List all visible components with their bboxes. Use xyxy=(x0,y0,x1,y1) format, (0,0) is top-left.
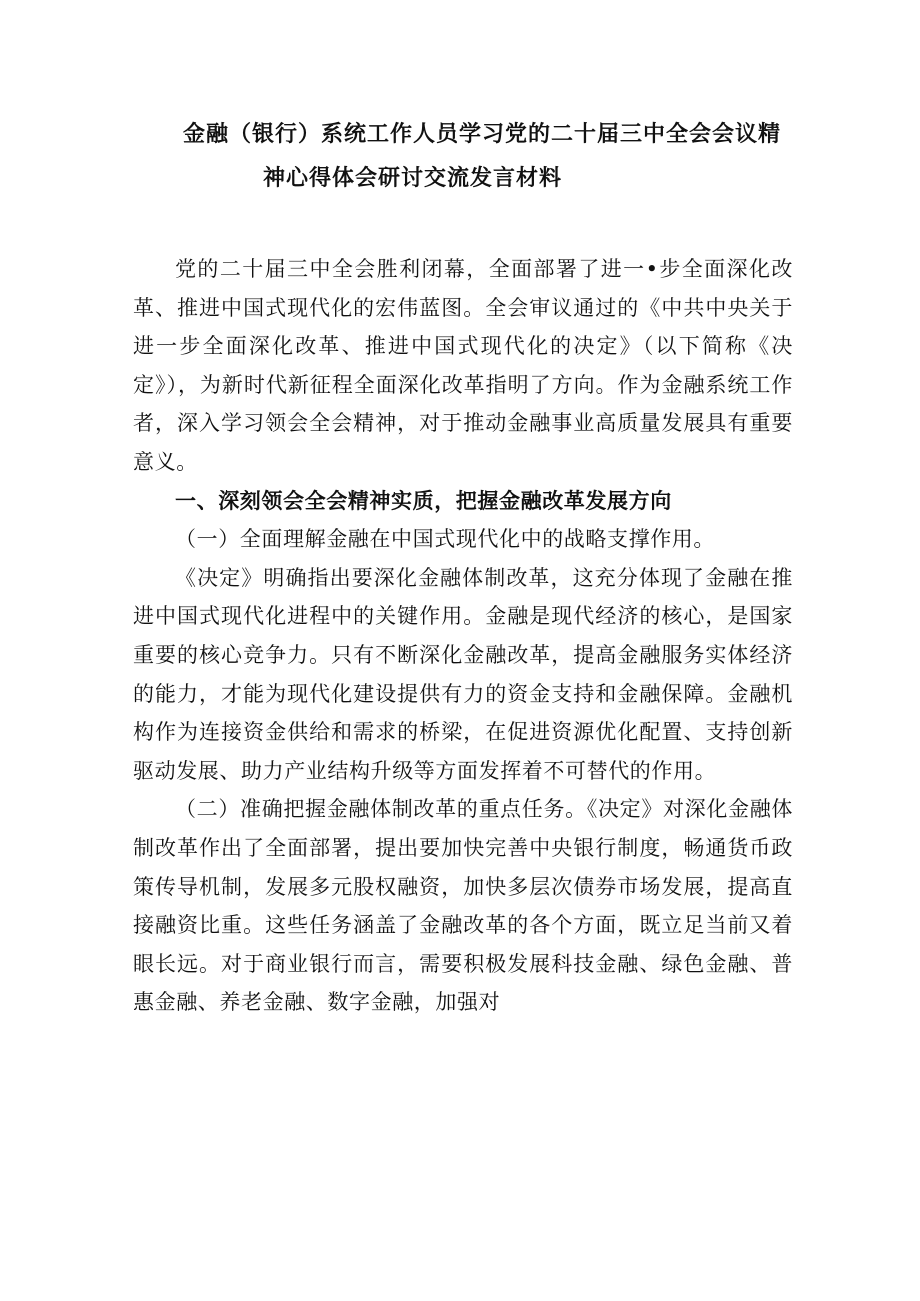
document-body xyxy=(133,250,793,1022)
document-title-line-1: 金融（银行）系统工作人员学习党的二十届三中全会会议精 xyxy=(183,122,782,147)
paragraph-1: 《决定》明确指出要深化金融体制改革，这充分体现了金融在推进中国式现代化进程中的关键作用。金融是现代经济的核心，是国家重要的核心竞争力。只有不断深化金融改革，提高金融服务实体经济的能力，才能为现代化建设提供有力的资金支持和金融保障。金融机构作为连接资金供给和需求的桥梁，在促进资源优化配置、支持创新驱动发展、助力产业结构升级等方面发挥着不可替代的作用。 xyxy=(133,565,793,783)
paragraph-2: （二）准确把握金融体制改革的重点任务。《决定》对深化金融体制改革作出了全面部署，提出要加快完善中央银行制度，畅通货币政策传导机制，发展多元股权融资，加快多层次债券市场发展，提高直接融资比重。这些任务涵盖了金融改革的各个方面，既立足当前又着眼长远。对于商业银行而言，需要积极发展科技金融、绿色金融、普惠金融、养老金融、数字金融，加强对 xyxy=(133,797,793,1015)
section-heading-1: 一、深刻领会全会精神实质，把握金融改革发展方向 xyxy=(175,488,672,513)
subsection-heading-1: （一）全面理解金融在中国式现代化中的战略支撑作用。 xyxy=(175,527,715,552)
document-title-line-2: 神心得体会研讨交流发言材料 xyxy=(263,166,563,191)
intro-paragraph: 党的二十届三中全会胜利闭幕，全面部署了进一•步全面深化改革、推进中国式现代化的宏伟蓝图。全会审议通过的《中共中央关于进一步全面深化改革、推进中国式现代化的决定》（以下简称《决定》），为新时代新征程全面深化改革指明了方向。作为金融系统工作者，深入学习领会全会精神，对于推动金融事业高质量发展具有重要意义。 xyxy=(133,257,793,474)
